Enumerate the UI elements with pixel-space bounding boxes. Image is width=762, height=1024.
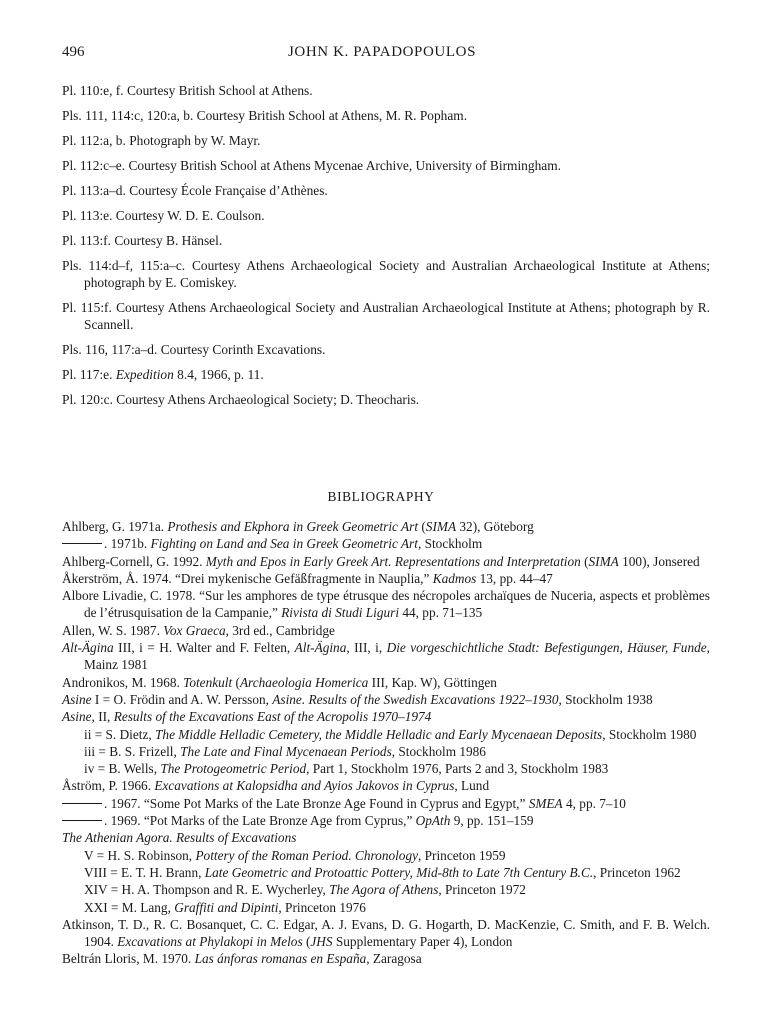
bibliography-entry — [62, 829, 710, 846]
bibliography-list — [62, 518, 710, 968]
plate-credit: Pl. 113:a–d. Courtesy École Française d’Athènes. — [62, 183, 328, 198]
entry-text: , Princeton 1972 — [438, 882, 526, 898]
plate-credit: Pl. 110:e, f. Courtesy British School at Athens. — [62, 83, 313, 98]
plate-credits — [62, 82, 710, 416]
entry-text: Ahlberg-Cornell, G. 1992. — [62, 553, 206, 569]
bibliography-entry — [62, 587, 710, 622]
bibliography-entry — [62, 795, 710, 812]
plate-credit: Pl. 120:c. Courtesy Athens Archaeological Society; D. Theocharis. — [62, 392, 420, 407]
repeat-author-dash — [62, 820, 102, 821]
plate-credit: Pl. 113:f. Courtesy B. Hänsel. — [62, 233, 223, 248]
bibliography-entry — [62, 535, 710, 552]
entry-title: Las ánforas romanas en España — [194, 951, 367, 967]
entry-text: III, i = H. Walter and F. Felten, — [113, 640, 295, 656]
entry-title: Vox Graeca — [163, 622, 226, 638]
entry-text: Åström, P. 1966. — [62, 778, 155, 794]
entry-text: V = H. S. Robinson, — [84, 847, 196, 863]
entry-title: Excavations at Phylakopi in Melos — [117, 934, 303, 950]
entry-lead-title: Asine — [62, 691, 92, 707]
bibliography-subentry — [62, 760, 710, 777]
entry-text: iv = B. Wells, — [84, 761, 161, 777]
entry-title: Asine. Results of the Swedish Excavations 1922–1930 — [272, 691, 559, 707]
plate-credit: Pl. 115:f. Courtesy Athens Archaeological Society and Australian Archaeological Institute at Athens; photograph by R. Scannell. — [62, 300, 710, 332]
entry-title: Pottery of the Roman Period. Chronology — [195, 847, 419, 863]
entry-text: Ahlberg, G. 1971a. — [62, 519, 168, 534]
entry-title: Rivista di Studi Liguri — [281, 605, 400, 621]
entry-lead-title: Asine — [62, 709, 92, 725]
bibliography-entry — [62, 916, 710, 951]
entry-text: 9, pp. 151–159 — [450, 813, 534, 829]
entry-title: Results of the Excavations East of the Acropolis 1970–1974 — [113, 709, 432, 725]
page-number: 496 — [62, 44, 85, 60]
entry-title: SMEA — [528, 795, 563, 811]
entry-title: OpAth — [415, 813, 451, 829]
entry-text: , Stockholm — [417, 536, 483, 552]
entry-text: ii = S. Dietz, — [84, 726, 156, 742]
entry-text: I = O. Frödin and A. W. Persson, — [91, 691, 273, 707]
entry-series: JHS — [310, 934, 333, 950]
entry-text: iii = B. S. Frizell, — [84, 743, 181, 759]
bibliography-subentry — [62, 881, 710, 898]
entry-title: Late Geometric and Protoattic Pottery, Mid-8th to Late 7th Century B.C. — [204, 864, 594, 880]
bibliography-entry — [62, 553, 710, 570]
entry-lead-title: The Athenian Agora. Results of Excavations — [62, 830, 297, 846]
bibliography-subentry — [62, 726, 710, 743]
entry-text: Åkerström, Å. 1974. “Drei mykenische Gefäßfragmente in Nauplia,” — [62, 570, 433, 586]
entry-text: . 1969. “Pot Marks of the Late Bronze Age from Cyprus,” — [104, 813, 416, 829]
credit-text: 8.4, 1966, p. 11. — [173, 367, 264, 382]
entry-text: , Princeton 1959 — [418, 847, 506, 863]
bibliography-entry — [62, 812, 710, 829]
plate-credit: Pls. 116, 117:a–d. Courtesy Corinth Excavations. — [62, 342, 326, 357]
credit-title: Expedition — [115, 367, 174, 382]
entry-text: ( — [418, 519, 426, 534]
bibliography-entry — [62, 674, 710, 691]
entry-title: Totenkult — [183, 674, 233, 690]
plate-credit: Pls. 111, 114:c, 120:a, b. Courtesy British School at Athens, M. R. Popham. — [62, 108, 468, 123]
entry-series: Archaeologia Homerica — [239, 674, 369, 690]
entry-series: SIMA — [588, 553, 619, 569]
entry-text: , Stockholm 1938 — [558, 691, 653, 707]
entry-title: Graffiti and Dipinti — [174, 899, 279, 915]
repeat-author-dash — [62, 543, 102, 544]
entry-text: , Stockholm 1980 — [602, 726, 697, 742]
plate-credit: Pl. 112:a, b. Photograph by W. Mayr. — [62, 133, 261, 148]
entry-text: Albore Livadie, C. 1978. “Sur les amphores de type étrusque des nécropoles archaïques de Nuceria, aspects et problèmes de l’étrusquisation de la Campanie,” — [62, 588, 710, 621]
bibliography-subentry — [62, 847, 710, 864]
entry-text: ( — [232, 674, 240, 690]
bibliography-entry — [62, 708, 710, 725]
entry-text: VIII = E. T. H. Brann, — [84, 864, 205, 880]
entry-title: The Middle Helladic Cemetery, the Middle Helladic and Early Mycenaean Deposits — [155, 726, 603, 742]
entry-text: Supplementary Paper 4), London — [332, 934, 513, 950]
bibliography-entry — [62, 518, 710, 535]
entry-text: ( — [580, 553, 589, 569]
entry-text: Allen, W. S. 1987. — [62, 622, 164, 638]
entry-text: 4, pp. 7–10 — [562, 795, 626, 811]
bibliography-subentry — [62, 864, 710, 881]
entry-text: ( — [302, 934, 311, 950]
entry-text: III, Kap. W), Göttingen — [368, 674, 497, 690]
bibliography-entry — [62, 777, 710, 794]
entry-text: . 1967. “Some Pot Marks of the Late Bronze Age Found in Cyprus and Egypt,” — [104, 795, 529, 811]
entry-text: XXI = M. Lang, — [84, 899, 175, 915]
entry-title: Excavations at Kalopsidha and Ayios Jakovos in Cyprus — [154, 778, 455, 794]
repeat-author-dash — [62, 803, 102, 804]
entry-text: Atkinson, T. D., R. C. Bosanquet, C. C. Edgar, A. J. Evans, D. G. Hogarth, D. MacKenzie, C. Smith, and F. B. Welch. 1904. — [62, 916, 710, 950]
bibliography-entry — [62, 639, 710, 674]
entry-text: , II, — [91, 709, 114, 725]
bibliography-entry — [62, 691, 710, 708]
entry-series: Die vorgeschichtliche Stadt: Befestigungen, Häuser, Funde — [386, 640, 707, 656]
entry-text: 44, pp. 71–135 — [399, 605, 483, 621]
bibliography-heading: BIBLIOGRAPHY — [327, 489, 435, 504]
entry-text: , III, i, — [346, 640, 387, 656]
entry-text: , Stockholm 1986 — [391, 743, 486, 759]
entry-text: 100), Jonsered — [618, 553, 700, 569]
entry-title: The Late and Final Mycenaean Periods — [180, 743, 392, 759]
bibliography-entry — [62, 570, 710, 587]
plate-credit: Pls. 114:d–f, 115:a–c. Courtesy Athens Archaeological Society and Australian Archaeological Institute at Athens; photograph by E. Comiskey. — [62, 258, 710, 290]
plate-credit: Pl. 113:e. Courtesy W. D. E. Coulson. — [62, 208, 265, 223]
plate-credit: Pl. 112:c–e. Courtesy British School at Athens Mycenae Archive, University of Birmingham. — [62, 158, 561, 173]
entry-text: Andronikos, M. 1968. — [62, 674, 184, 690]
entry-text: XIV = H. A. Thompson and R. E. Wycherley, — [84, 882, 330, 898]
entry-text: , Part 1, Stockholm 1976, Parts 2 and 3, Stockholm 1983 — [306, 761, 609, 777]
entry-text: , Lund — [454, 778, 490, 794]
entry-text: , Princeton 1962 — [593, 864, 681, 880]
bibliography-entry — [62, 950, 710, 967]
entry-title: Alt-Ägina — [294, 640, 347, 656]
entry-text: , Zaragosa — [366, 951, 422, 967]
entry-text: 13, pp. 44–47 — [476, 570, 553, 586]
entry-lead-title: Alt-Ägina — [62, 640, 114, 656]
entry-series: SIMA — [425, 519, 457, 534]
entry-text: , Princeton 1976 — [278, 899, 366, 915]
page-header — [62, 44, 702, 66]
bibliography-subentry — [62, 899, 710, 916]
entry-text: . 1971b. — [104, 536, 151, 552]
entry-title: The Agora of Athens — [329, 882, 439, 898]
entry-title: Fighting on Land and Sea in Greek Geometric Art — [150, 536, 418, 552]
entry-title: The Protogeometric Period — [160, 761, 307, 777]
entry-title: Prothesis and Ekphora in Greek Geometric Art — [167, 519, 419, 534]
entry-title: Myth and Epos in Early Greek Art. Representations and Interpretation — [205, 553, 581, 569]
bibliography-entry — [62, 622, 710, 639]
entry-text: , 3rd ed., Cambridge — [225, 622, 335, 638]
credit-text: Pl. 117:e. — [62, 367, 116, 382]
entry-text: , Mainz 1981 — [84, 640, 710, 673]
entry-text: 32), Göteborg — [456, 519, 534, 534]
entry-text: Beltrán Lloris, M. 1970. — [62, 951, 195, 967]
plate-credit — [62, 366, 710, 383]
entry-title: Kadmos — [432, 570, 477, 586]
running-head: JOHN K. PAPADOPOULOS — [287, 44, 477, 60]
bibliography-subentry — [62, 743, 710, 760]
